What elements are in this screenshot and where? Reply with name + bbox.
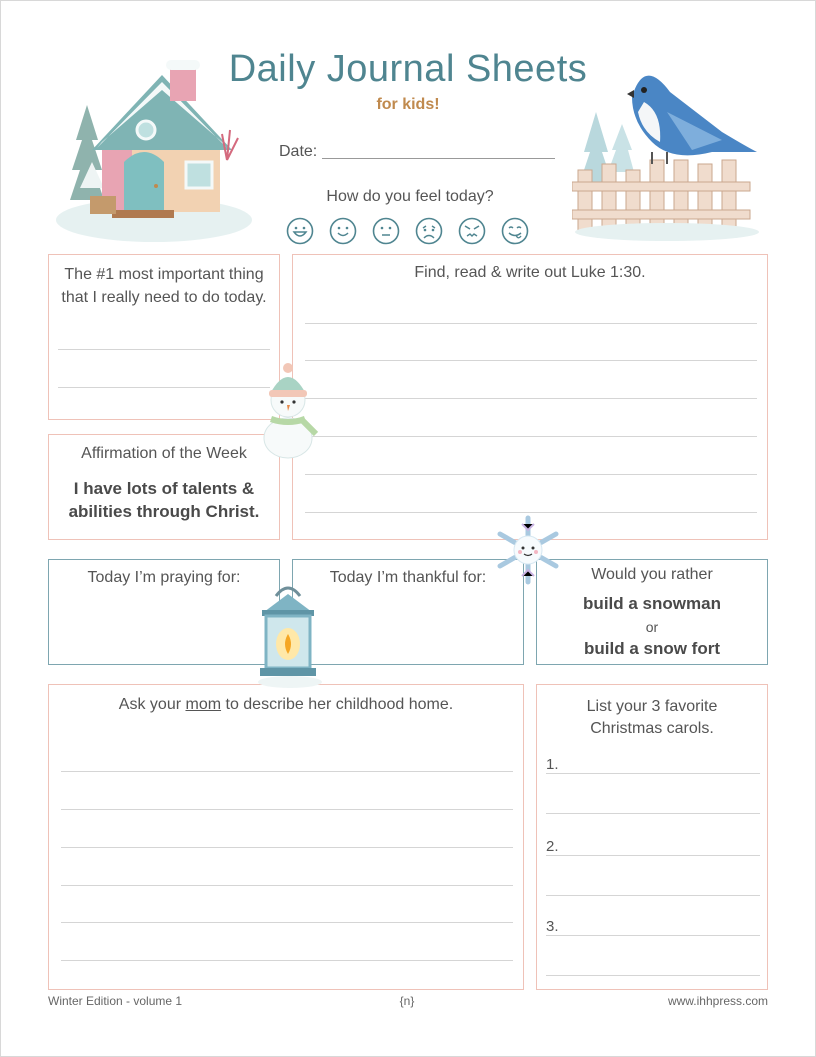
affirmation-text-1: I have lots of talents &: [73, 479, 255, 498]
date-label: Date:: [279, 143, 318, 160]
affirmation-text-2: abilities through Christ.: [68, 502, 260, 521]
feel-question: How do you feel today?: [326, 188, 494, 205]
footer-right: www.ihhpress.com: [667, 994, 768, 1008]
writing-line[interactable]: [61, 885, 513, 886]
important-thing-box: [48, 254, 280, 420]
scripture-label: Find, read & write out Luke 1:30.: [414, 264, 646, 281]
writing-line[interactable]: [305, 436, 757, 437]
option-snowman: build a snowman: [583, 594, 721, 613]
ask-mom-label: [49, 693, 523, 716]
angry-face-icon[interactable]: [458, 217, 486, 245]
would-you-rather-box: [536, 559, 768, 665]
thankful-label: Today I’m thankful for:: [329, 569, 487, 586]
carol-number-1: 1.: [546, 756, 559, 773]
page-subtitle: for kids!: [376, 96, 440, 113]
writing-line[interactable]: [546, 975, 760, 976]
carols-box: [536, 684, 768, 990]
writing-line[interactable]: [546, 855, 760, 856]
affirmation-label: Affirmation of the Week: [81, 445, 247, 462]
writing-line[interactable]: [58, 387, 270, 388]
affirmation-box: [48, 434, 280, 540]
carols-label-2: Christmas carols.: [590, 720, 714, 737]
carol-number-2: 2.: [546, 838, 559, 855]
footer-left: Winter Edition - volume 1: [48, 994, 183, 1008]
writing-line[interactable]: [546, 813, 760, 814]
thankful-box: [292, 559, 524, 665]
writing-line[interactable]: [546, 935, 760, 936]
carol-number-3: 3.: [546, 918, 559, 935]
ask-mom-box: [48, 684, 524, 990]
writing-line[interactable]: [305, 398, 757, 399]
important-thing-label-2: that I really need to do today.: [61, 289, 267, 306]
writing-line[interactable]: [305, 474, 757, 475]
scripture-box: [292, 254, 768, 540]
writing-line[interactable]: [61, 809, 513, 810]
silly-face-icon[interactable]: [501, 217, 529, 245]
writing-line[interactable]: [305, 360, 757, 361]
snowflake-illustration: [492, 514, 564, 586]
carols-label-1: List your 3 favorite: [586, 698, 718, 715]
ask-mom-before: Ask your: [118, 696, 186, 713]
writing-line[interactable]: [61, 771, 513, 772]
neutral-face-icon[interactable]: [372, 217, 400, 245]
writing-line[interactable]: [305, 323, 757, 324]
smiling-face-icon[interactable]: [329, 217, 357, 245]
writing-line[interactable]: [61, 922, 513, 923]
date-line[interactable]: [322, 158, 555, 159]
lantern-illustration: [250, 578, 326, 690]
writing-line[interactable]: [305, 512, 757, 513]
praying-label: Today I’m praying for:: [87, 569, 241, 586]
would-you-rather-label: Would you rather: [591, 566, 713, 583]
praying-box: [48, 559, 280, 665]
writing-line[interactable]: [61, 847, 513, 848]
writing-line[interactable]: [546, 895, 760, 896]
ask-mom-underlined: mom: [185, 696, 222, 713]
or-label: or: [645, 619, 659, 635]
important-thing-label-1: The #1 most important thing: [64, 266, 264, 283]
snowman-illustration: [254, 360, 322, 460]
writing-line[interactable]: [546, 773, 760, 774]
ask-mom-after: to describe her childhood home.: [221, 696, 454, 713]
option-snow-fort: build a snow fort: [584, 639, 720, 658]
writing-line[interactable]: [61, 960, 513, 961]
mood-faces: [286, 217, 532, 247]
footer-center: {n}: [399, 994, 415, 1008]
sad-face-icon[interactable]: [415, 217, 443, 245]
page-title: Daily Journal Sheets: [228, 48, 588, 90]
writing-line[interactable]: [58, 349, 270, 350]
grinning-face-icon[interactable]: [286, 217, 314, 245]
